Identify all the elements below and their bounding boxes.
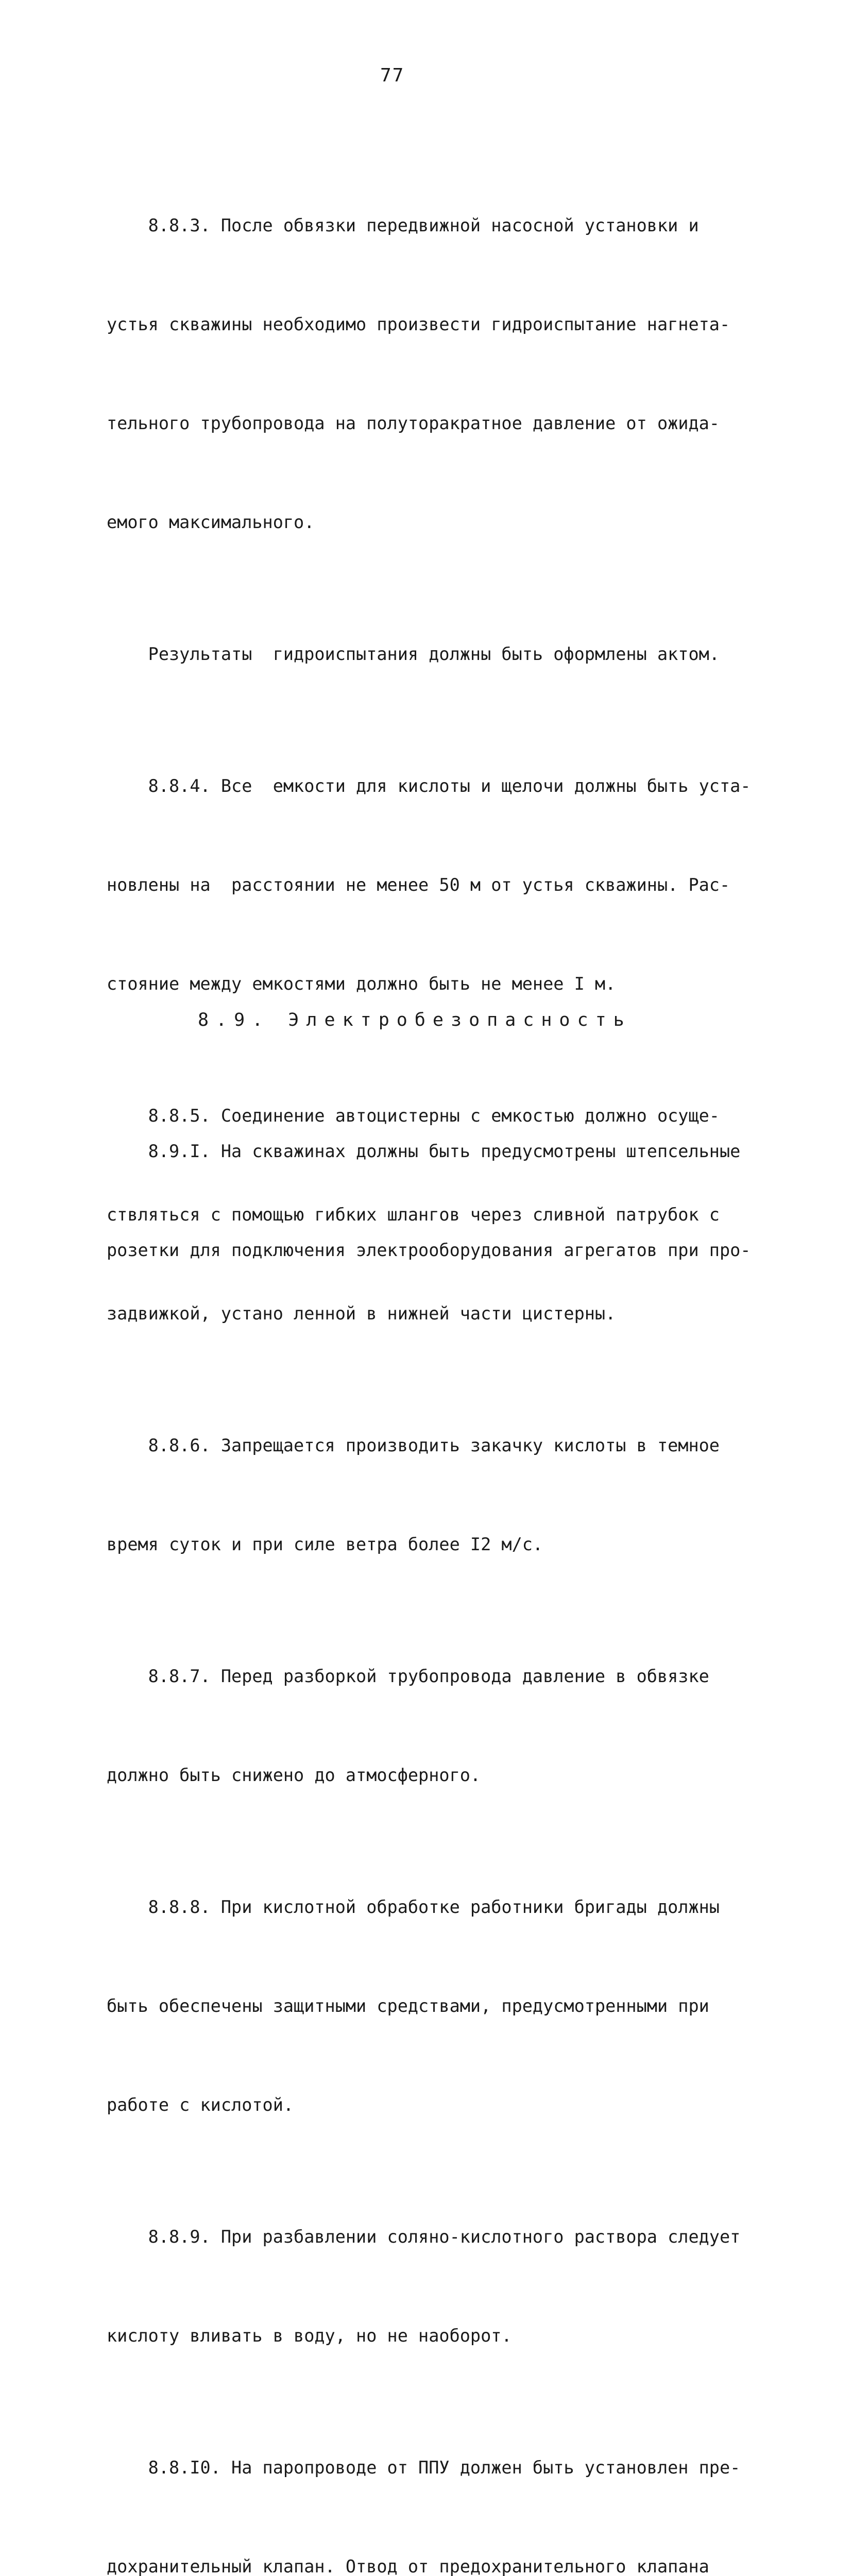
section-8-8-body: [107, 110, 751, 2576]
paragraph-line: 8.8.4. Все емкости для кислоты и щелочи должны быть уста-: [107, 776, 751, 796]
paragraph-line: розетки для подключения электрооборудования агрегатов при про-: [107, 1240, 751, 1260]
paragraph-line: 8.8.6. Запрещается производить закачку кислоты в темное: [107, 1435, 720, 1455]
paragraph-line: 8.8.8. При кислотной обработке работники бригады должны: [107, 1897, 720, 1917]
paragraph-line: 8.8.3. После обвязки передвижной насосной установки и: [107, 215, 699, 235]
paragraph-line: должно быть снижено до атмосферного.: [107, 1765, 481, 1785]
paragraph-line: тельного трубопровода на полуторакратное давление от ожида-: [107, 413, 720, 433]
paragraph-line: Результаты гидроиспытания должны быть оформлены актом.: [107, 644, 720, 664]
paragraph-line: время суток и при силе ветра более I2 м/с.: [107, 1534, 543, 1554]
paragraph-line: ствляться с помощью гибких шлангов через сливной патрубок с: [107, 1205, 720, 1225]
paragraph-line: емого максимального.: [107, 512, 315, 532]
paragraph-line: 8.8.7. Перед разборкой трубопровода давление в обвязке: [107, 1666, 709, 1686]
paragraph-line: 8.8.9. При разбавлении соляно-кислотного раствора следует: [107, 2227, 741, 2247]
paragraph-line: кислоту вливать в воду, но не наоборот.: [107, 2326, 512, 2346]
paragraph-line: дохранительный клапан. Отвод от предохранительного клапана: [107, 2556, 709, 2576]
paragraph-line: 8.9.I. На скважинах должны быть предусмотрены штепсельные: [107, 1141, 741, 1161]
paragraph-line: 8.8.I0. На паропроводе от ППУ должен быть установлен пре-: [107, 2458, 741, 2478]
section-heading: 8.9. Электробезопасность: [198, 1010, 632, 1030]
paragraph-line: устья скважины необходимо произвести гидроиспытание нагнета-: [107, 314, 730, 334]
paragraph-line: 8.8.5. Соединение автоцистерны с емкостью должно осуще-: [107, 1106, 720, 1126]
paragraph-line: стояние между емкостями должно быть не менее I м.: [107, 974, 616, 994]
paragraph-line: быть обеспечены защитными средствами, предусмотренными при: [107, 1996, 709, 2016]
paragraph-line: задвижкой, устано ленной в нижней части цистерны.: [107, 1303, 616, 1324]
section-8-9-body: [107, 1069, 751, 1333]
paragraph-line: новлены на расстоянии не менее 50 м от устья скважины. Рас-: [107, 875, 730, 895]
paragraph-line: работе с кислотой.: [107, 2095, 294, 2115]
page-number: 77: [380, 65, 405, 86]
